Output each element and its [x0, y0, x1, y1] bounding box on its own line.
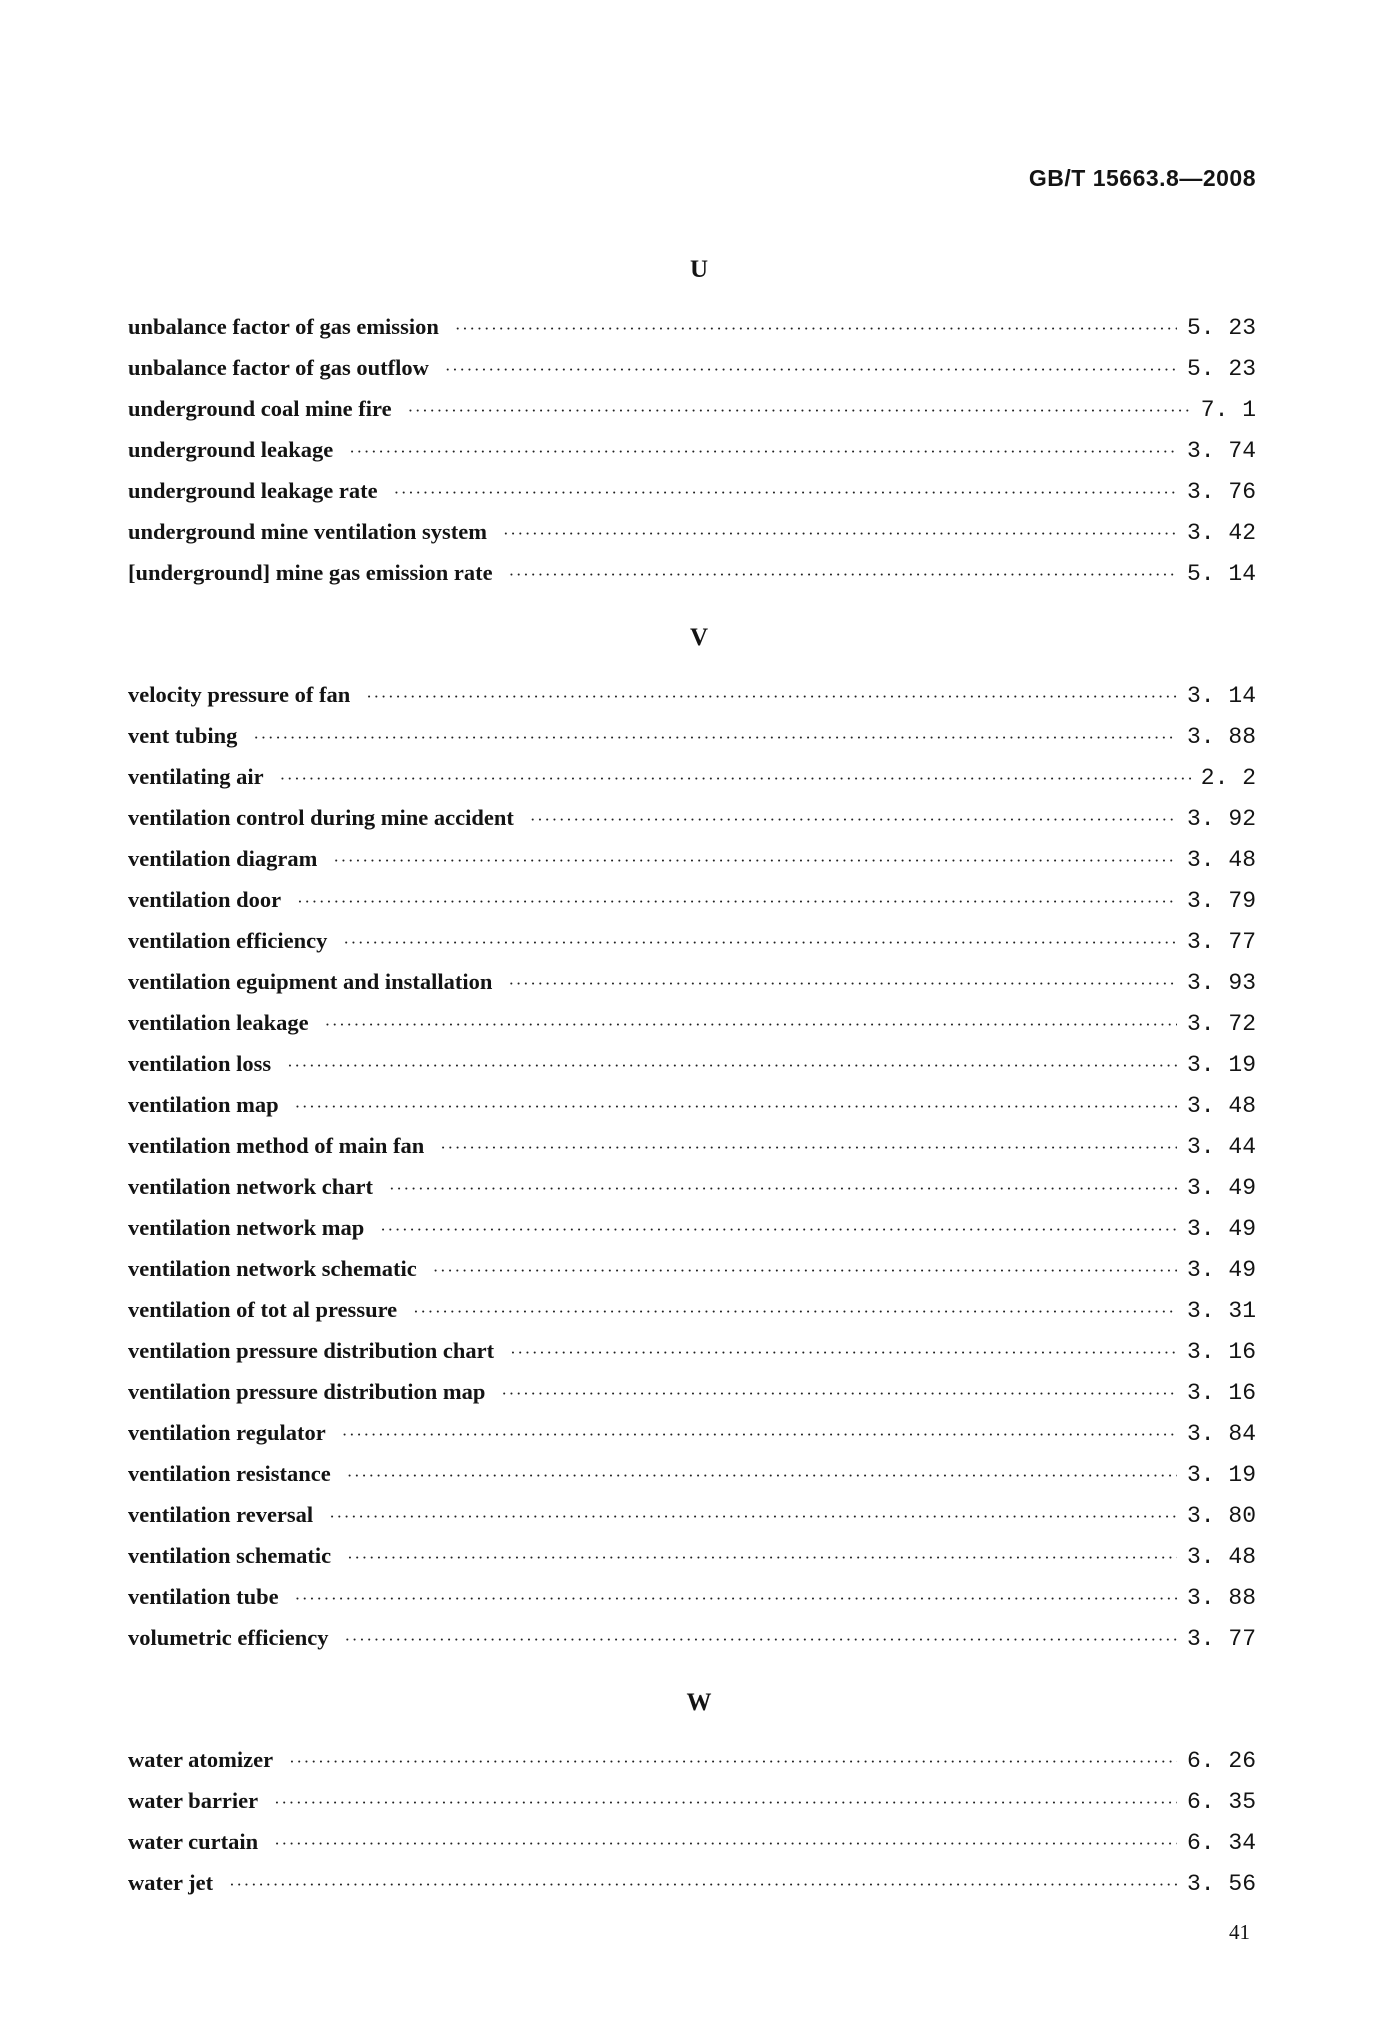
entry-term: unbalance factor of gas emission: [128, 314, 439, 339]
dot-leader: [347, 1466, 1177, 1486]
entry-term: ventilation of tot al pressure: [128, 1297, 398, 1322]
dot-leader: [287, 1056, 1177, 1076]
index-entry: [128, 723, 1256, 755]
index-entry: [128, 355, 1256, 387]
entry-term: ventilation diagram: [128, 846, 318, 871]
entry-term: ventilation regulator: [128, 1420, 326, 1445]
index-entry: [128, 437, 1256, 469]
index-entry: [128, 887, 1256, 919]
dot-leader: [295, 1589, 1177, 1609]
entry-term: underground mine ventilation system: [128, 519, 487, 544]
index-entry: [128, 969, 1256, 1001]
entry-reference: 3. 48: [1186, 1093, 1256, 1119]
dot-leader: [413, 1302, 1177, 1322]
dot-leader: [445, 360, 1177, 380]
dot-leader: [347, 1548, 1177, 1568]
entry-reference: 3. 56: [1186, 1871, 1256, 1897]
entry-term: [underground] mine gas emission rate: [128, 560, 493, 585]
section-letter-v: V: [689, 624, 709, 651]
entry-reference: 3. 31: [1186, 1298, 1256, 1324]
index-entry: [128, 1051, 1256, 1083]
dot-leader: [280, 769, 1191, 789]
entry-term: ventilation network chart: [128, 1174, 373, 1199]
entry-term: ventilation door: [128, 887, 282, 912]
dot-leader: [343, 933, 1177, 953]
entry-reference: 3. 42: [1186, 520, 1256, 546]
entry-reference: 3. 48: [1186, 1544, 1256, 1570]
dot-leader: [530, 810, 1177, 830]
index-entry: [128, 1584, 1256, 1616]
index-entry: [128, 314, 1256, 346]
section-letter-u: U: [689, 256, 709, 283]
entry-reference: 3. 77: [1186, 1626, 1256, 1652]
entry-term: ventilation method of main fan: [128, 1133, 425, 1158]
entry-term: ventilation network schematic: [128, 1256, 417, 1281]
index-entry: [128, 396, 1256, 428]
dot-leader: [297, 892, 1177, 912]
dot-leader: [503, 524, 1177, 544]
entry-reference: 3. 49: [1186, 1175, 1256, 1201]
dot-leader: [389, 1179, 1177, 1199]
dot-leader: [253, 728, 1177, 748]
dot-leader: [342, 1425, 1177, 1445]
dot-leader: [345, 1630, 1177, 1650]
index-entry: [128, 1461, 1256, 1493]
index-entry: [128, 1010, 1256, 1042]
entry-reference: 3. 92: [1186, 806, 1256, 832]
dot-leader: [366, 687, 1177, 707]
entry-reference: 3. 49: [1186, 1216, 1256, 1242]
index-entry: [128, 928, 1256, 960]
index-entry: [128, 519, 1256, 551]
entry-term: ventilating air: [128, 764, 264, 789]
entry-term: ventilation control during mine accident: [128, 805, 514, 830]
entry-reference: 3. 77: [1186, 929, 1256, 955]
entry-term: ventilation efficiency: [128, 928, 328, 953]
index-entry: [128, 1133, 1256, 1165]
dot-leader: [510, 1343, 1177, 1363]
index-entry: [128, 1092, 1256, 1124]
entry-term: ventilation leakage: [128, 1010, 309, 1035]
dot-leader: [408, 401, 1191, 421]
entry-reference: 6. 26: [1186, 1748, 1256, 1774]
entry-term: ventilation loss: [128, 1051, 272, 1076]
entry-reference: 3. 88: [1186, 1585, 1256, 1611]
entry-term: ventilation schematic: [128, 1543, 332, 1568]
index-entry: [128, 1625, 1256, 1657]
index-entry: [128, 1420, 1256, 1452]
index-entry: [128, 846, 1256, 878]
entry-reference: 6. 35: [1186, 1789, 1256, 1815]
entry-reference: 3. 16: [1186, 1380, 1256, 1406]
entry-reference: 3. 16: [1186, 1339, 1256, 1365]
entry-reference: 5. 14: [1186, 561, 1256, 587]
entry-reference: 3. 79: [1186, 888, 1256, 914]
dot-leader: [289, 1752, 1177, 1772]
dot-leader: [380, 1220, 1177, 1240]
page-number: 41: [1229, 1920, 1250, 1944]
index-entry: [128, 478, 1256, 510]
entry-term: unbalance factor of gas outflow: [128, 355, 429, 380]
entry-reference: 3. 84: [1186, 1421, 1256, 1447]
entry-reference: 5. 23: [1186, 315, 1256, 341]
entry-term: underground leakage: [128, 437, 334, 462]
entry-term: underground coal mine fire: [128, 396, 392, 421]
entry-term: ventilation pressure distribution map: [128, 1379, 486, 1404]
entry-reference: 7. 1: [1200, 397, 1256, 423]
dot-leader: [501, 1384, 1177, 1404]
entry-reference: 3. 44: [1186, 1134, 1256, 1160]
entry-term: water jet: [128, 1870, 214, 1895]
entry-term: water curtain: [128, 1829, 259, 1854]
dot-leader: [295, 1097, 1177, 1117]
dot-leader: [274, 1834, 1177, 1854]
entry-reference: 3. 80: [1186, 1503, 1256, 1529]
dot-leader: [440, 1138, 1177, 1158]
dot-leader: [325, 1015, 1177, 1035]
index-entry: [128, 1215, 1256, 1247]
entry-reference: 5. 23: [1186, 356, 1256, 382]
entry-term: vent tubing: [128, 723, 238, 748]
entry-reference: 3. 76: [1186, 479, 1256, 505]
index-entry: [128, 1747, 1256, 1779]
entry-term: underground leakage rate: [128, 478, 378, 503]
dot-leader: [349, 442, 1177, 462]
entry-reference: 3. 88: [1186, 724, 1256, 750]
entry-reference: 3. 49: [1186, 1257, 1256, 1283]
entry-term: velocity pressure of fan: [128, 682, 351, 707]
index-entry: [128, 1174, 1256, 1206]
dot-leader: [455, 319, 1177, 339]
dot-leader: [509, 565, 1177, 585]
index-entry: [128, 1502, 1256, 1534]
index-entry: [128, 764, 1256, 796]
section-letter-w: W: [686, 1689, 712, 1716]
dot-leader: [229, 1875, 1177, 1895]
index-entry: [128, 1788, 1256, 1820]
standard-code-header: GB/T 15663.8—2008: [1028, 165, 1256, 191]
entry-reference: 3. 72: [1186, 1011, 1256, 1037]
entry-term: ventilation map: [128, 1092, 279, 1117]
index-entry: [128, 805, 1256, 837]
entry-reference: 3. 19: [1186, 1462, 1256, 1488]
entry-term: ventilation resistance: [128, 1461, 331, 1486]
index-entry: [128, 560, 1256, 592]
entry-term: water barrier: [128, 1788, 259, 1813]
dot-leader: [433, 1261, 1177, 1281]
index-entry: [128, 1338, 1256, 1370]
index-entry: [128, 1256, 1256, 1288]
dot-leader: [333, 851, 1177, 871]
index-entry: [128, 1829, 1256, 1861]
entry-reference: 2. 2: [1200, 765, 1256, 791]
entry-term: ventilation reversal: [128, 1502, 314, 1527]
entry-term: ventilation eguipment and installation: [128, 969, 493, 994]
entry-reference: 3. 74: [1186, 438, 1256, 464]
entry-reference: 3. 19: [1186, 1052, 1256, 1078]
dot-leader: [329, 1507, 1177, 1527]
dot-leader: [274, 1793, 1177, 1813]
entry-reference: 3. 93: [1186, 970, 1256, 996]
dot-leader: [508, 974, 1177, 994]
entry-term: volumetric efficiency: [128, 1625, 329, 1650]
entry-reference: 3. 48: [1186, 847, 1256, 873]
index-entry: [128, 1870, 1256, 1902]
entry-reference: 6. 34: [1186, 1830, 1256, 1856]
entry-term: water atomizer: [128, 1747, 274, 1772]
entry-term: ventilation pressure distribution chart: [128, 1338, 495, 1363]
index-entry: [128, 1297, 1256, 1329]
entry-reference: 3. 14: [1186, 683, 1256, 709]
index-entry: [128, 682, 1256, 714]
index-entry: [128, 1543, 1256, 1575]
dot-leader: [394, 483, 1177, 503]
entry-term: ventilation network map: [128, 1215, 365, 1240]
entry-term: ventilation tube: [128, 1584, 279, 1609]
index-entry: [128, 1379, 1256, 1411]
